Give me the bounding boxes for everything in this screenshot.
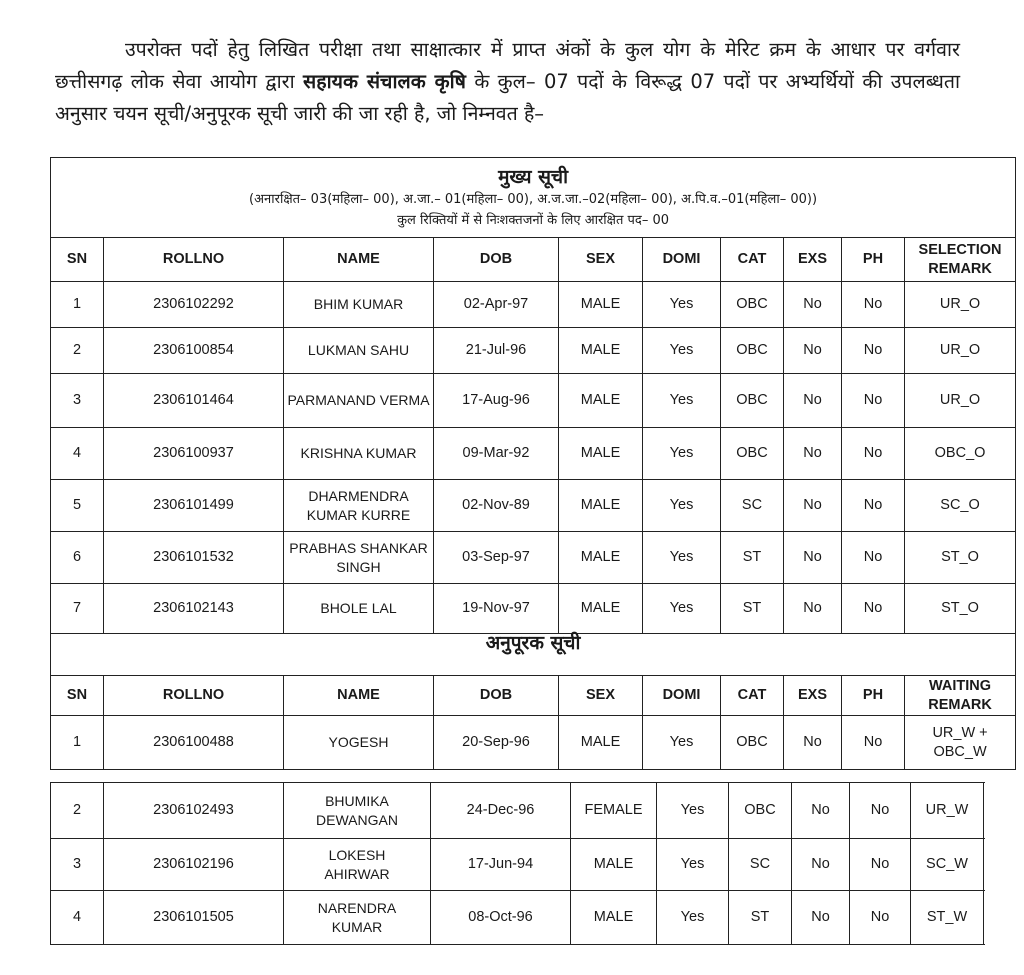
cell-domi: Yes <box>643 282 721 328</box>
cell-ph: No <box>842 282 905 328</box>
cell-domi: Yes <box>657 839 729 891</box>
cell-exs: No <box>784 374 842 428</box>
cell-domi: Yes <box>643 374 721 428</box>
cell-ph: No <box>842 374 905 428</box>
cell-name: BHOLE LAL <box>284 584 434 634</box>
cell-sex: FEMALE <box>571 783 657 839</box>
cell-cat: SC <box>729 839 792 891</box>
cell-cat: OBC <box>729 783 792 839</box>
cell-rollno: 2306101505 <box>104 891 284 945</box>
cell-sn: 2 <box>51 328 104 374</box>
cell-domi: Yes <box>643 328 721 374</box>
cell-cat: ST <box>729 891 792 945</box>
intro-paragraph <box>55 34 960 130</box>
table-row <box>51 783 984 839</box>
column-header-sex: SEX <box>559 676 643 716</box>
cell-sn: 3 <box>51 374 104 428</box>
cell-sex: MALE <box>559 282 643 328</box>
cell-exs: No <box>784 532 842 584</box>
cell-remark: UR_O <box>905 374 1016 428</box>
column-header-domi: DOMI <box>643 676 721 716</box>
table-row <box>51 428 1016 480</box>
column-header-remark: SELECTION REMARK <box>905 238 1016 282</box>
cell-remark: OBC_O <box>905 428 1016 480</box>
cell-exs: No <box>784 428 842 480</box>
cell-name: DHARMENDRA KUMAR KURRE <box>284 480 434 532</box>
cell-name: YOGESH <box>284 716 434 770</box>
column-header-dob: DOB <box>434 238 559 282</box>
column-header-sn: SN <box>51 676 104 716</box>
cell-exs: No <box>792 839 850 891</box>
cell-sn: 6 <box>51 532 104 584</box>
cell-ph: No <box>842 532 905 584</box>
cell-domi: Yes <box>643 480 721 532</box>
cell-dob: 02-Nov-89 <box>434 480 559 532</box>
cell-sn: 4 <box>51 891 104 945</box>
cell-sn: 3 <box>51 839 104 891</box>
cell-sex: MALE <box>559 328 643 374</box>
cell-rollno: 2306101499 <box>104 480 284 532</box>
cell-remark: ST_O <box>905 584 1016 634</box>
cell-rollno: 2306102292 <box>104 282 284 328</box>
cell-sn: 7 <box>51 584 104 634</box>
intro-text-2: के कुल– 07 पदों के विरूद्ध 07 पदों पर अभ्यर्थियों की उपलब्धता अनुसार चयन सूची/अनुपूरक सूची जारी की जा रही है, जो निम्नवत है– <box>55 70 960 125</box>
column-header-exs: EXS <box>784 238 842 282</box>
table-row <box>51 374 1016 428</box>
cell-cat: OBC <box>721 428 784 480</box>
cell-remark: ST_W <box>911 891 984 945</box>
table-row <box>51 716 1016 770</box>
column-header-rollno: ROLLNO <box>104 676 284 716</box>
cell-name: PRABHAS SHANKAR SINGH <box>284 532 434 584</box>
cell-dob: 02-Apr-97 <box>434 282 559 328</box>
cell-exs: No <box>784 328 842 374</box>
cell-exs: No <box>784 480 842 532</box>
supplementary-continued-table <box>50 782 984 945</box>
cell-sn: 1 <box>51 716 104 770</box>
cell-rollno: 2306101464 <box>104 374 284 428</box>
cell-domi: Yes <box>643 716 721 770</box>
cell-dob: 17-Aug-96 <box>434 374 559 428</box>
cell-sn: 5 <box>51 480 104 532</box>
column-header-name: NAME <box>284 238 434 282</box>
cell-ph: No <box>842 480 905 532</box>
cell-exs: No <box>792 783 850 839</box>
cell-dob: 17-Jun-94 <box>431 839 571 891</box>
cell-sn: 4 <box>51 428 104 480</box>
cell-remark: ST_O <box>905 532 1016 584</box>
table-row <box>51 480 1016 532</box>
table-row <box>51 328 1016 374</box>
column-header-sn: SN <box>51 238 104 282</box>
cell-cat: OBC <box>721 374 784 428</box>
intro-text-1: उपरोक्त पदों हेतु लिखित परीक्षा तथा साक्षात्कार में प्राप्त अंकों के कुल योग के मेरिट क्रम के आधार पर वर्गवार छत्तीसगढ़ लोक सेवा आयोग द्वारा <box>55 38 960 93</box>
main-list-title: मुख्य सूची <box>498 165 569 188</box>
column-header-cat: CAT <box>721 676 784 716</box>
cell-dob: 20-Sep-96 <box>434 716 559 770</box>
cell-remark: SC_W <box>911 839 984 891</box>
column-header-dob: DOB <box>434 676 559 716</box>
vacancy-breakdown: (अनारक्षित– 03(महिला– 00), अ.जा.– 01(महिला– 00), अ.ज.जा.–02(महिला– 00), अ.पि.व.–01(महिला– 00)) <box>249 191 818 207</box>
cell-ph: No <box>850 839 911 891</box>
disabled-reserved-note: कुल रिक्तियों में से निःशक्तजनों के लिए आरक्षित पद– 00 <box>397 212 669 228</box>
cell-sex: MALE <box>559 480 643 532</box>
column-header-name: NAME <box>284 676 434 716</box>
cell-sex: MALE <box>559 716 643 770</box>
column-header-cat: CAT <box>721 238 784 282</box>
table-row <box>51 532 1016 584</box>
cell-cat: SC <box>721 480 784 532</box>
cell-name: BHUMIKA DEWANGAN <box>284 783 431 839</box>
cell-domi: Yes <box>657 891 729 945</box>
supplementary-column-headers <box>51 676 1016 716</box>
cell-cat: OBC <box>721 282 784 328</box>
cell-sex: MALE <box>571 839 657 891</box>
cell-remark: SC_O <box>905 480 1016 532</box>
cell-sex: MALE <box>559 532 643 584</box>
cell-dob: 09-Mar-92 <box>434 428 559 480</box>
table-row <box>51 891 984 945</box>
selection-table <box>50 157 1016 770</box>
cell-sex: MALE <box>559 428 643 480</box>
cell-ph: No <box>842 428 905 480</box>
cell-ph: No <box>850 891 911 945</box>
cell-ph: No <box>850 783 911 839</box>
cell-cat: ST <box>721 584 784 634</box>
cell-rollno: 2306101532 <box>104 532 284 584</box>
cell-sn: 2 <box>51 783 104 839</box>
cell-remark: UR_W <box>911 783 984 839</box>
cell-remark: UR_O <box>905 282 1016 328</box>
cell-remark: UR_O <box>905 328 1016 374</box>
cell-exs: No <box>784 716 842 770</box>
table-row <box>51 839 984 891</box>
cell-ph: No <box>842 584 905 634</box>
cell-sex: MALE <box>559 584 643 634</box>
cell-rollno: 2306102493 <box>104 783 284 839</box>
cell-name: PARMANAND VERMA <box>284 374 434 428</box>
cell-dob: 03-Sep-97 <box>434 532 559 584</box>
cell-name: LUKMAN SAHU <box>284 328 434 374</box>
cell-exs: No <box>792 891 850 945</box>
cell-domi: Yes <box>643 428 721 480</box>
cell-sex: MALE <box>559 374 643 428</box>
cell-rollno: 2306102143 <box>104 584 284 634</box>
cell-domi: Yes <box>643 584 721 634</box>
cell-dob: 08-Oct-96 <box>431 891 571 945</box>
cell-dob: 24-Dec-96 <box>431 783 571 839</box>
cell-cat: ST <box>721 532 784 584</box>
cell-name: LOKESH AHIRWAR <box>284 839 431 891</box>
column-header-ph: PH <box>842 238 905 282</box>
cell-exs: No <box>784 282 842 328</box>
column-header-remark: WAITING REMARK <box>905 676 1016 716</box>
cell-domi: Yes <box>643 532 721 584</box>
column-header-rollno: ROLLNO <box>104 238 284 282</box>
cell-exs: No <box>784 584 842 634</box>
cell-sn: 1 <box>51 282 104 328</box>
cell-rollno: 2306102196 <box>104 839 284 891</box>
main-list-header <box>51 158 1016 238</box>
table-row <box>51 584 1016 634</box>
cell-cat: OBC <box>721 716 784 770</box>
main-list-column-headers <box>51 238 1016 282</box>
cell-name: NARENDRA KUMAR <box>284 891 431 945</box>
cell-cat: OBC <box>721 328 784 374</box>
cell-rollno: 2306100854 <box>104 328 284 374</box>
post-name: सहायक संचालक कृषि <box>303 70 466 93</box>
supplementary-list-title: अनुपूरक सूची <box>51 634 1016 676</box>
cell-rollno: 2306100488 <box>104 716 284 770</box>
cell-rollno: 2306100937 <box>104 428 284 480</box>
cell-ph: No <box>842 328 905 374</box>
column-header-exs: EXS <box>784 676 842 716</box>
table-row <box>51 282 1016 328</box>
cell-dob: 21-Jul-96 <box>434 328 559 374</box>
column-header-sex: SEX <box>559 238 643 282</box>
cell-sex: MALE <box>571 891 657 945</box>
cell-ph: No <box>842 716 905 770</box>
column-header-domi: DOMI <box>643 238 721 282</box>
cell-name: KRISHNA KUMAR <box>284 428 434 480</box>
column-header-ph: PH <box>842 676 905 716</box>
cell-domi: Yes <box>657 783 729 839</box>
cell-remark: UR_W + OBC_W <box>905 716 1016 770</box>
cell-dob: 19-Nov-97 <box>434 584 559 634</box>
cell-name: BHIM KUMAR <box>284 282 434 328</box>
